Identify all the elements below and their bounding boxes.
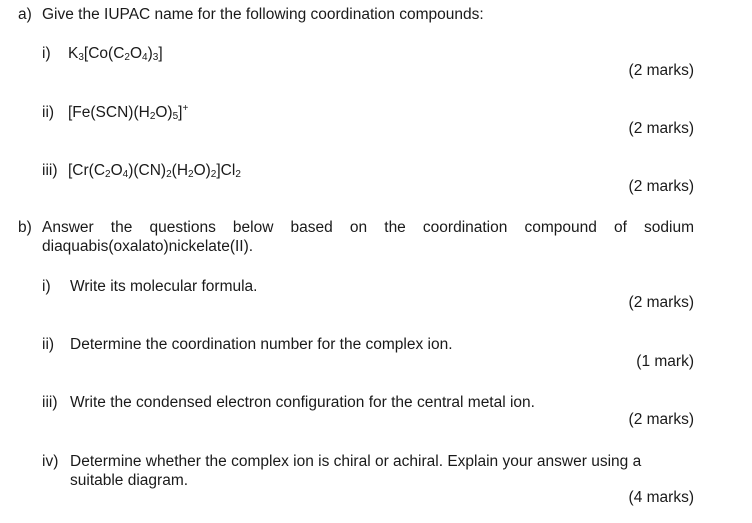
- part-a-item-2-formula: $[Fe(SCN)(H_2O)_5]^+$: [68, 103, 189, 122]
- part-b-question-line-2: diaquabis(oxalato)nickelate(II).: [42, 237, 254, 255]
- part-a-question: Give the IUPAC name for the following coordination compounds:: [42, 6, 484, 23]
- part-b-item-3-text: Write the condensed electron configuration for the central metal ion.: [70, 394, 535, 411]
- part-b-question-line-1: Answer the questions below based on the coordination compound of sodium: [42, 219, 694, 236]
- part-a-item-3-marks: (2 marks): [628, 178, 694, 195]
- part-b-item-2-marks: (1 mark): [636, 353, 694, 370]
- part-b-item-3-marks: (2 marks): [628, 411, 694, 428]
- part-b-item-3-number: iii): [42, 394, 58, 411]
- part-a-item-2-number: ii): [42, 104, 55, 121]
- part-a-item-2-marks: (2 marks): [628, 120, 694, 137]
- part-b-item-1-marks: (2 marks): [628, 294, 694, 311]
- part-b-item-4-number: iv): [42, 453, 59, 470]
- part-a-item-1-number: i): [42, 45, 51, 62]
- part-a-label: a): [18, 6, 32, 23]
- part-b-item-1-number: i): [42, 278, 51, 295]
- part-b-item-2-text: Determine the coordination number for the complex ion.: [70, 336, 453, 353]
- part-b-label: b): [18, 219, 32, 236]
- part-b-item-4-text-line-2: suitable diagram.: [70, 472, 189, 489]
- part-a-item-1-formula: $K_3[Co(C_2O_4)_3]$: [68, 45, 163, 63]
- part-b-item-4-text-line-1: Determine whether the complex ion is chiral or achiral. Explain your answer using a: [70, 453, 642, 470]
- part-a-item-3-number: iii): [42, 162, 58, 179]
- part-b-item-4-marks: (4 marks): [628, 489, 694, 506]
- part-b-item-1-text: Write its molecular formula.: [70, 278, 258, 295]
- part-a-item-3-formula: $[Cr(C_2O_4)(CN)_2(H_2O)_2]Cl_2$: [68, 162, 241, 180]
- part-b-question: [42, 219, 694, 256]
- part-a-item-1-marks: (2 marks): [628, 62, 694, 79]
- part-b-item-2-number: ii): [42, 336, 55, 353]
